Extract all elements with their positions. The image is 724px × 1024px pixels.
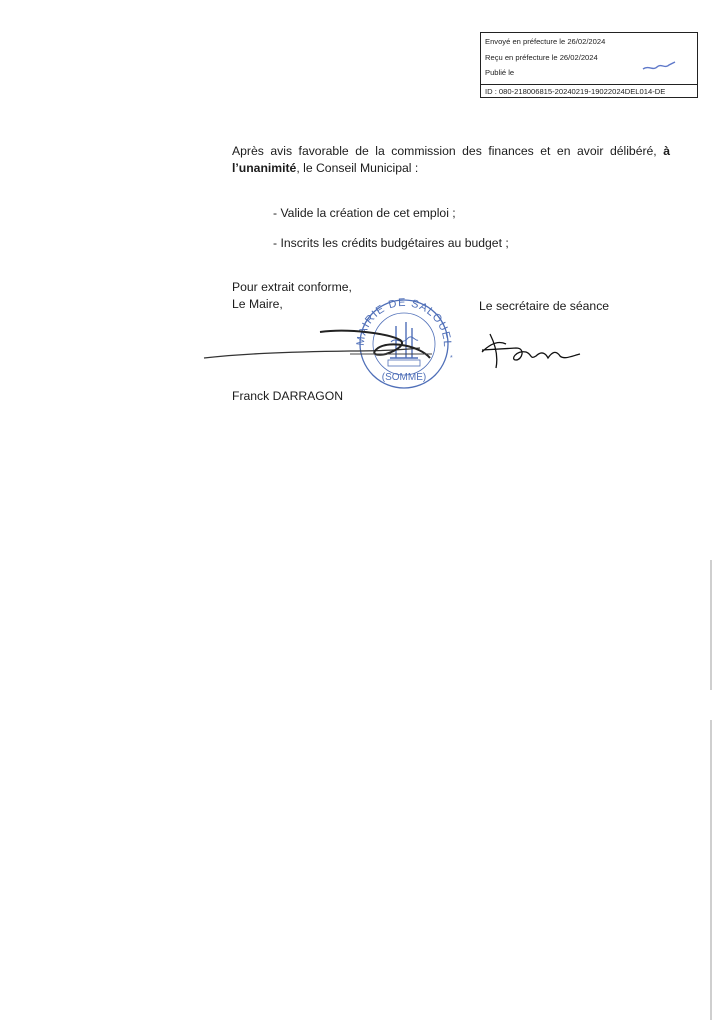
intro-end: , le Conseil Municipal : [296,161,419,175]
mayor-name: Franck DARRAGON [232,389,344,403]
scan-edge-mark [710,720,712,1020]
extrait-conforme-label: Pour extrait conforme, [232,280,352,294]
act-id: ID : 080-218006815-20240219-19022024DEL014-DE [481,84,697,97]
maire-label: Le Maire, [232,297,283,311]
sent-date: Envoyé en préfecture le 26/02/2024 [485,37,606,46]
unanimity-text: à l’unanimité [232,144,670,175]
decision-item-2: - Inscrits les crédits budgétaires au budget ; [273,236,509,250]
svg-text:(SOMME): (SOMME) [381,372,427,383]
scan-edge-mark [710,560,712,690]
prefecture-receipt-box [480,32,698,98]
secretary-signature [476,326,586,370]
handwritten-initials-signature [609,55,679,77]
intro-start: Après avis favorable de la commission des finances et en avoir délibéré, [232,144,664,158]
published-label: Publié le [485,68,515,77]
svg-text:*: * [450,355,453,362]
decision-item-1: - Valide la création de cet emploi ; [273,206,456,220]
secretaire-label: Le secrétaire de séance [479,299,610,313]
svg-text:MAIRIE DE SALOUEL: MAIRIE DE SALOUEL [354,296,454,348]
received-date: Reçu en préfecture le 26/02/2024 [485,53,598,62]
deliberation-paragraph [232,143,670,177]
mayor-signature [200,318,450,368]
